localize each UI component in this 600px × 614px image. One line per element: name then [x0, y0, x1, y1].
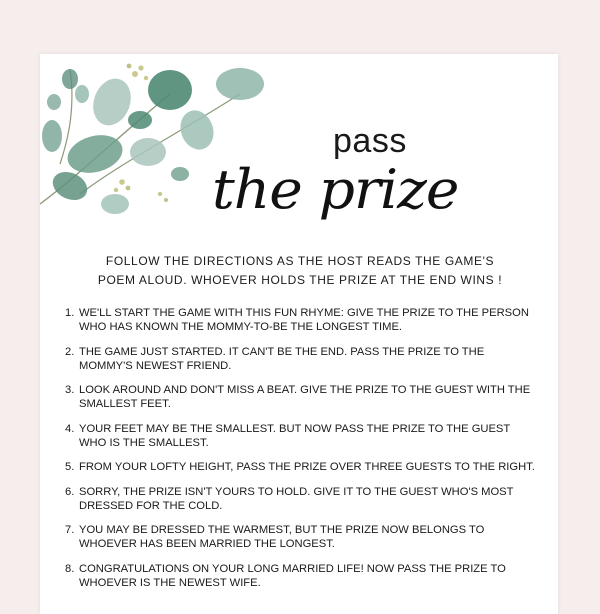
- rule-number: 7.: [65, 524, 75, 536]
- game-card: [40, 54, 558, 614]
- rule-item: [65, 485, 535, 513]
- rule-number: 3.: [65, 384, 75, 396]
- rule-number: 1.: [65, 307, 75, 319]
- rule-text: WE'LL START THE GAME WITH THIS FUN RHYME: GIVE THE PRIZE TO THE PERSON WHO HAS KNOWN THE MOMMY-TO-BE THE LONGEST TIME.: [79, 307, 529, 333]
- rule-number: 8.: [65, 562, 75, 575]
- rule-item: [65, 460, 535, 474]
- rule-item: [65, 383, 535, 411]
- rule-number: 4.: [65, 422, 75, 435]
- rule-number: 5.: [65, 461, 75, 473]
- rule-number: 6.: [65, 485, 75, 498]
- title-pass: pass: [333, 122, 407, 160]
- instructions: [70, 252, 530, 290]
- rule-text: SORRY, THE PRIZE ISN'T YOURS TO HOLD. GIVE IT TO THE GUEST WHO'S MOST DRESSED FOR THE COLD.: [79, 485, 514, 512]
- instructions-line-1: FOLLOW THE DIRECTIONS AS THE HOST READS THE GAME'S: [105, 254, 495, 268]
- rule-text: LOOK AROUND AND DON'T MISS A BEAT. GIVE THE PRIZE TO THE GUEST WITH THE SMALLEST FEET.: [79, 384, 531, 410]
- instructions-line-2: POEM ALOUD. WHOEVER HOLDS THE PRIZE AT THE END WINS !: [97, 273, 503, 287]
- rule-text: FROM YOUR LOFTY HEIGHT, PASS THE PRIZE OVER THREE GUESTS TO THE RIGHT.: [79, 461, 535, 473]
- rules-list: [65, 306, 535, 600]
- title-the-prize: the prize: [212, 158, 459, 221]
- rule-item: [65, 306, 535, 334]
- rule-text: YOUR FEET MAY BE THE SMALLEST. BUT NOW PASS THE PRIZE TO THE GUEST WHO IS THE SMALLEST.: [79, 422, 511, 449]
- rule-item: [65, 523, 535, 551]
- rule-text: YOU MAY BE DRESSED THE WARMEST, BUT THE PRIZE NOW BELONGS TO WHOEVER HAS BEEN MARRIED THE LONGEST.: [79, 524, 485, 550]
- rule-text: CONGRATULATIONS ON YOUR LONG MARRIED LIFE! NOW PASS THE PRIZE TO WHOEVER IS THE NEWEST WIFE.: [79, 562, 506, 589]
- rule-item: [65, 345, 535, 373]
- rule-text: THE GAME JUST STARTED. IT CAN'T BE THE END. PASS THE PRIZE TO THE MOMMY'S NEWEST FRIEND.: [79, 345, 485, 372]
- rule-number: 2.: [65, 345, 75, 358]
- rule-item: [65, 422, 535, 450]
- rule-item: [65, 562, 535, 590]
